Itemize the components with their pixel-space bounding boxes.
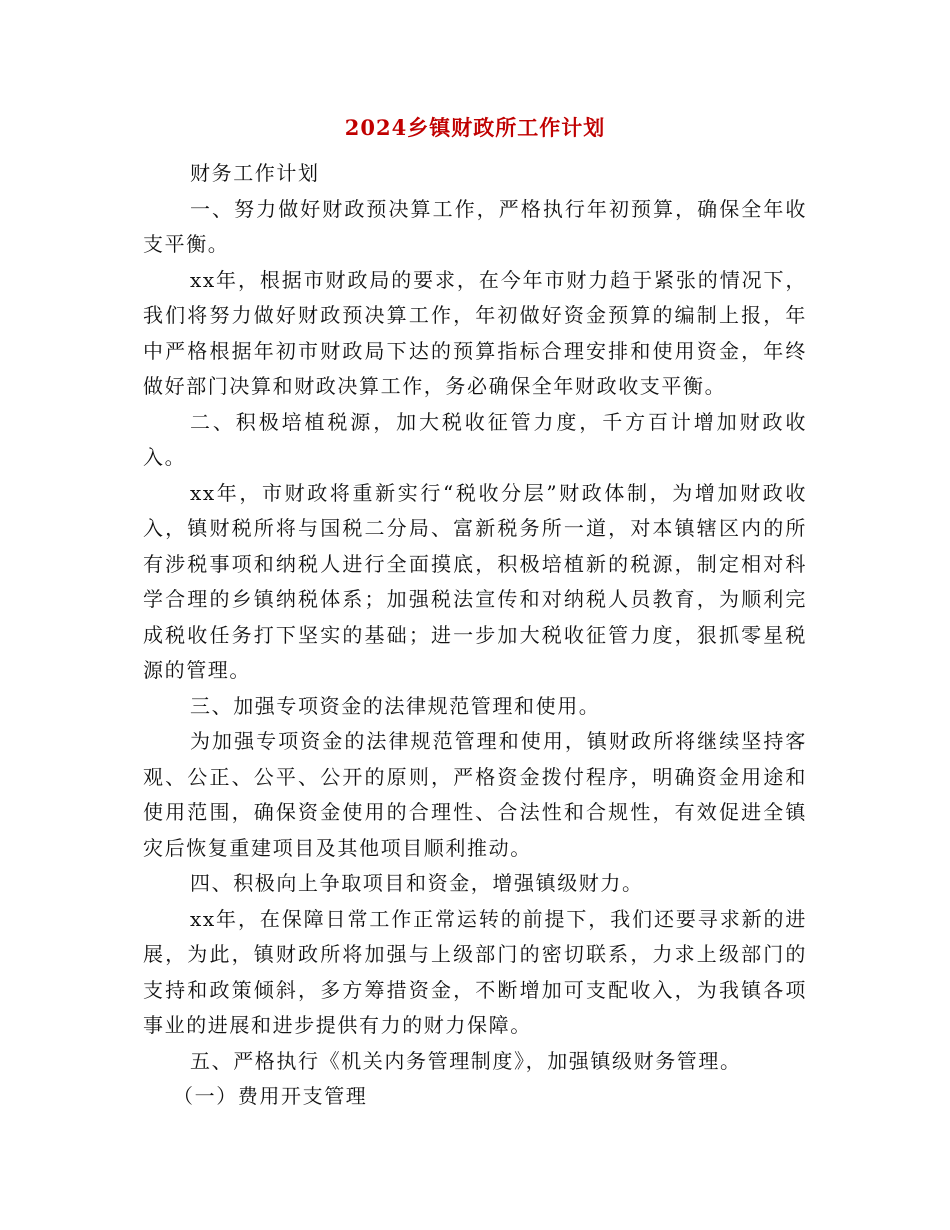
paragraph-section-four-heading: 四、积极向上争取项目和资金，增强镇级财力。	[190, 871, 644, 895]
paragraph-section-four-body: xx年，在保障日常工作正常运转的前提下，我们还要寻求新的进展，为此，镇财政所将加强与上级部门的密切联系，力求上级部门的支持和政策倾斜，多方筹措资金，不断增加可支配收入，为我镇各项事业的进展和进步提供有力的财力保障。	[143, 906, 807, 1037]
paragraph-section-two-heading: 二、积极培植税源，加大税收征管力度，千方百计增加财政收入。	[143, 409, 807, 469]
paragraph-section-one-body: xx年，根据市财政局的要求，在今年市财力趋于紧张的情况下，我们将努力做好财政预决算工作，年初做好资金预算的编制上报，年中严格根据年初市财政局下达的预算指标合理安排和使用资金，年终做好部门决算和财政决算工作，务必确保全年财政收支平衡。	[143, 267, 807, 398]
paragraph-section-three-heading: 三、加强专项资金的法律规范管理和使用。	[190, 693, 601, 718]
paragraph-section-two-body: xx年，市财政将重新实行“税收分层”财政体制，为增加财政收入，镇财税所将与国税二分局、富新税务所一道，对本镇辖区内的所有涉税事项和纳税人进行全面摸底，积极培植新的税源，制定相对科学合理的乡镇纳税体系；加强税法宣传和对纳税人员教育，为顺利完成税收任务打下坚实的基础；进一步加大税收征管力度，狠抓零星税源的管理。	[143, 480, 807, 682]
paragraph-section-one-heading: 一、努力做好财政预决算工作，严格执行年初预算，确保全年收支平衡。	[143, 196, 807, 256]
document-title: 2024乡镇财政所工作计划	[344, 115, 606, 140]
paragraph-heading-financial-plan: 财务工作计划	[190, 161, 320, 185]
paragraph-section-three-body: 为加强专项资金的法律规范管理和使用，镇财政所将继续坚持客观、公正、公平、公开的原则，严格资金拨付程序，明确资金用途和使用范围，确保资金使用的合理性、合法性和合规性，有效促进全镇灾后恢复重建项目及其他项目顺利推动。	[143, 729, 807, 860]
paragraph-section-five-heading: 五、严格执行《机关内务管理制度》，加强镇级财务管理。	[190, 1048, 742, 1073]
document-body	[143, 156, 807, 1115]
paragraph-subsection-expense: （一）费用开支管理	[173, 1084, 368, 1108]
